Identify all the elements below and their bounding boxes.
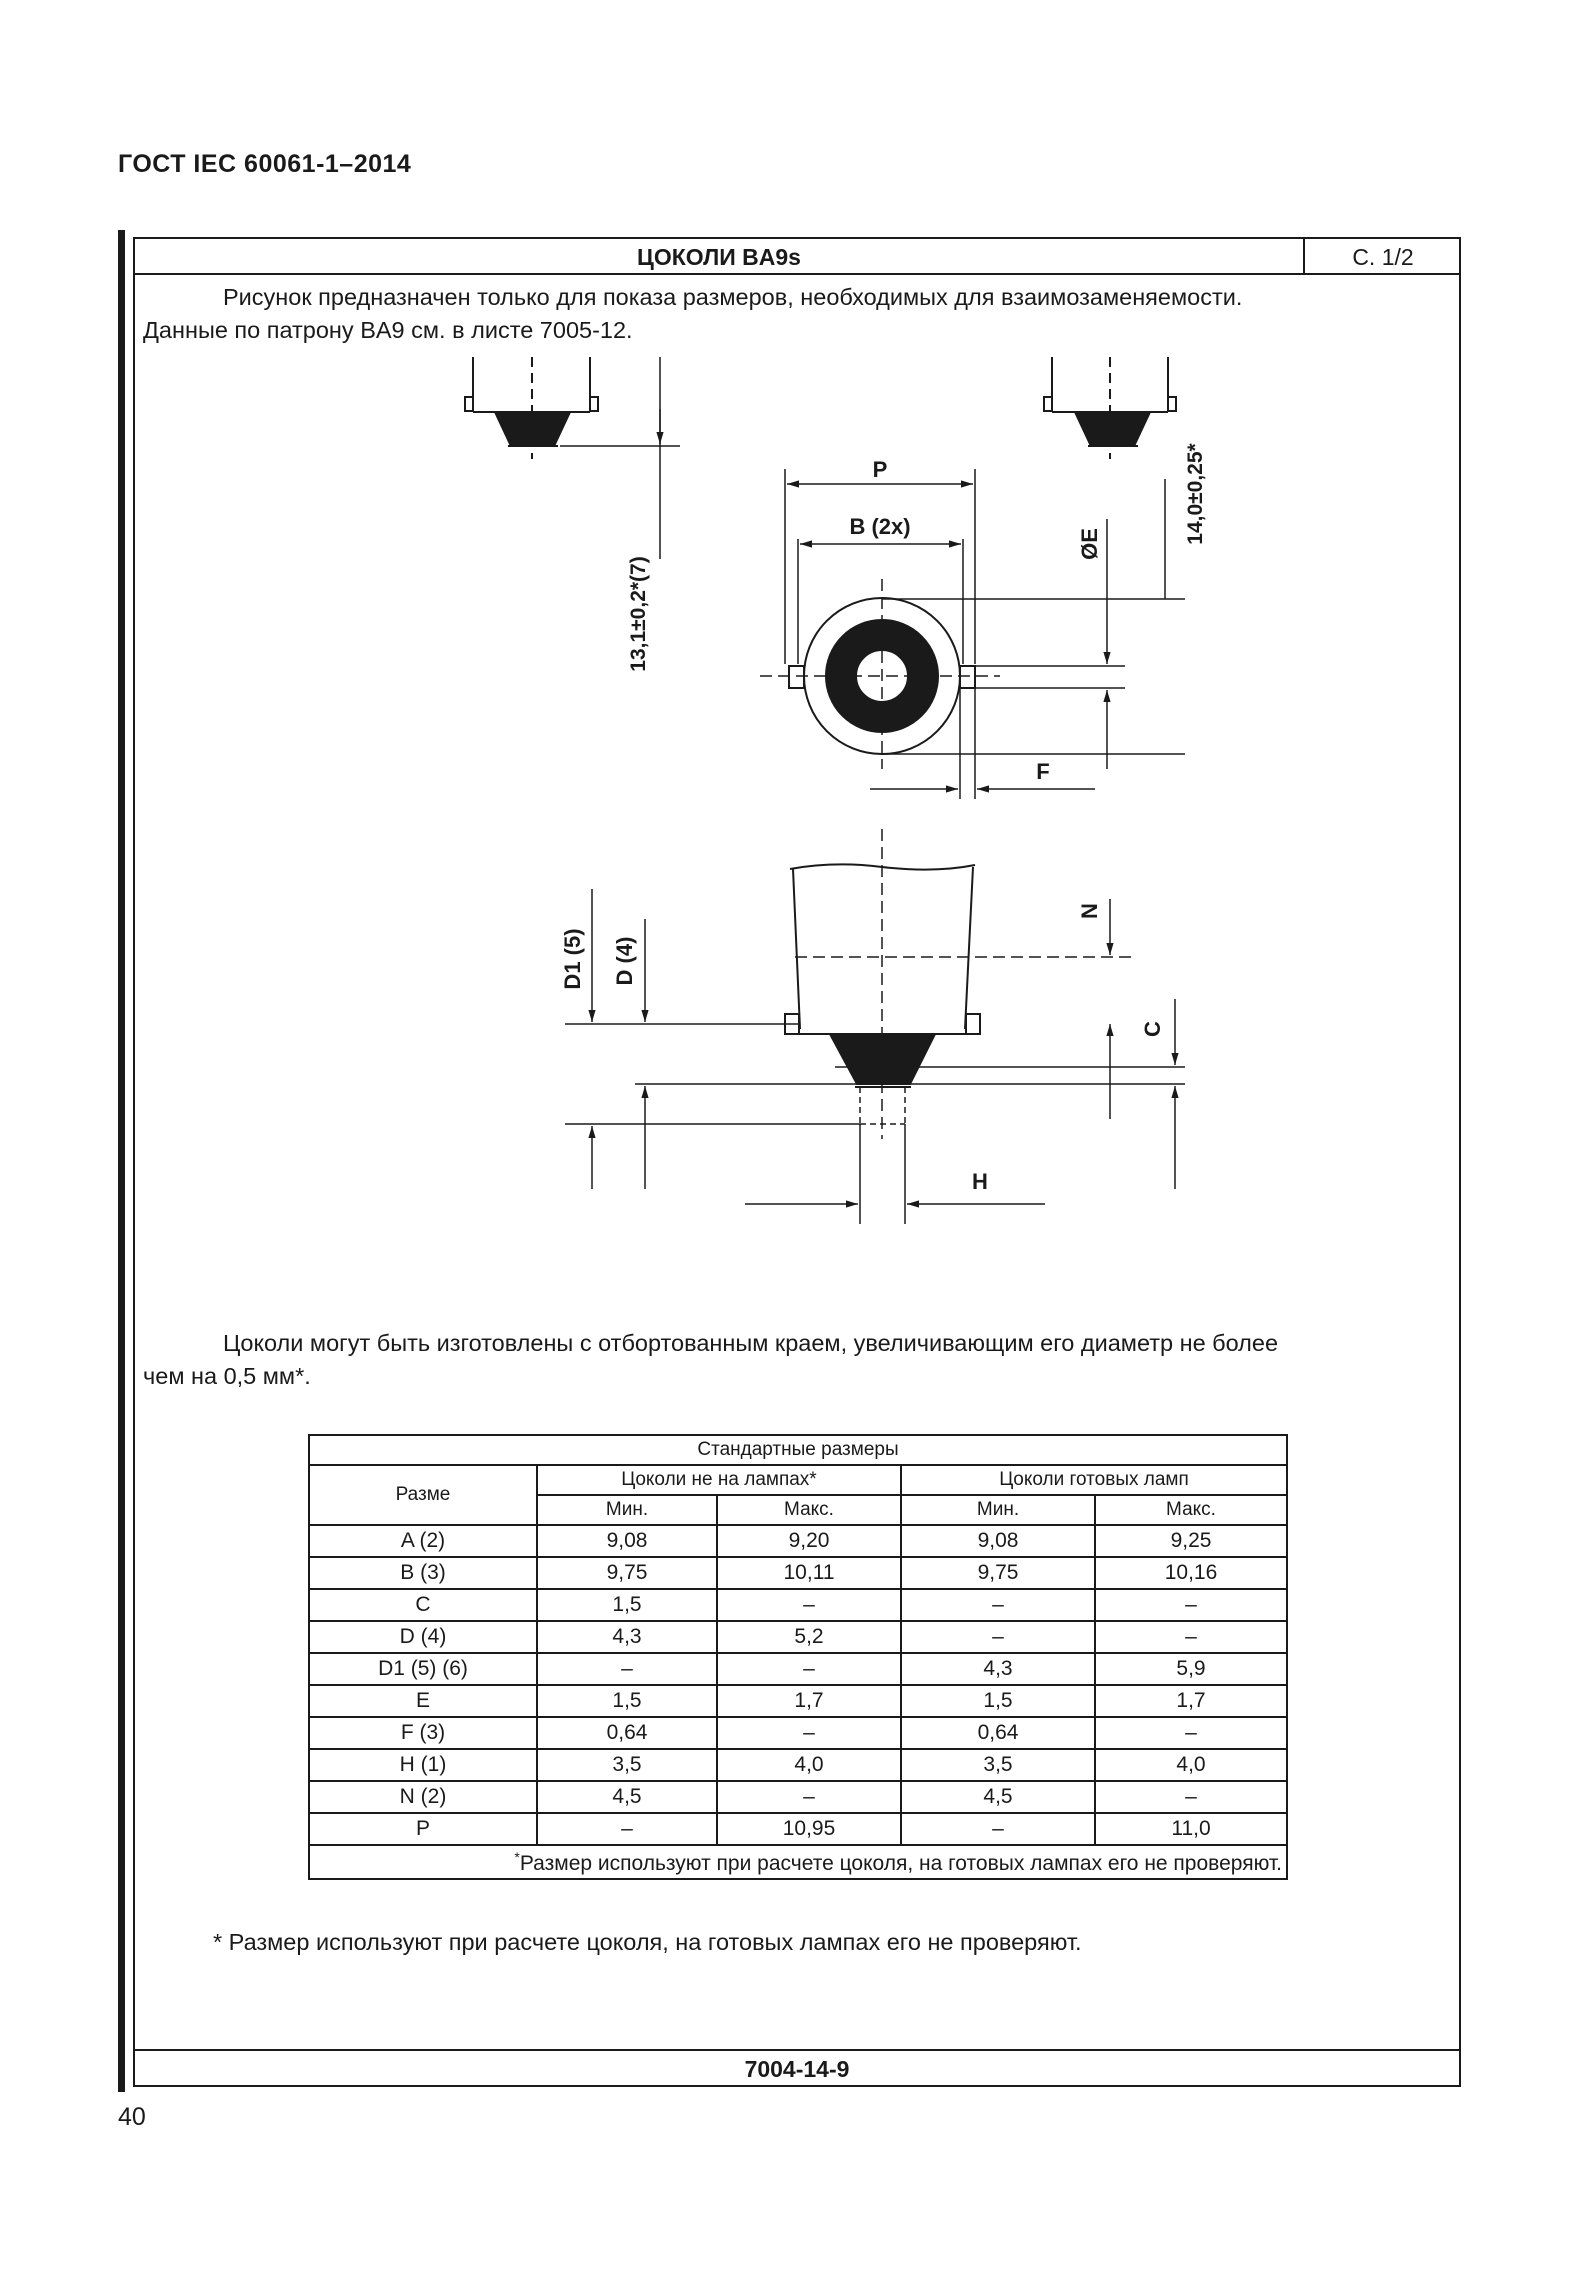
min-header-1: Мин.	[537, 1495, 717, 1525]
table-cell-value: 4,0	[1095, 1749, 1287, 1781]
table-row	[309, 1685, 1287, 1717]
table-cell-value: 1,7	[1095, 1685, 1287, 1717]
table-cell-value: 1,5	[901, 1685, 1095, 1717]
dimensions-table	[308, 1434, 1288, 1880]
label-D: D (4)	[612, 936, 637, 986]
table-cell-value: –	[901, 1621, 1095, 1653]
table-cell-dim: B (3)	[309, 1557, 537, 1589]
table-cell-value: 11,0	[1095, 1813, 1287, 1845]
table-cell-value: 4,3	[901, 1653, 1095, 1685]
table-cell-dim: P	[309, 1813, 537, 1845]
table-cell-dim: E	[309, 1685, 537, 1717]
note-line-2: чем на 0,5 мм*.	[143, 1363, 311, 1389]
max-header-2: Макс.	[1095, 1495, 1287, 1525]
table-cell-value: 10,16	[1095, 1557, 1287, 1589]
table-caption: Стандартные размеры	[309, 1435, 1287, 1465]
dim-top-right-label: 14,0±0,25*	[1184, 443, 1207, 545]
table-cell-dim: D (4)	[309, 1621, 537, 1653]
dim-top-left-label: 13,1±0,2*(7)	[627, 556, 650, 672]
label-C: C	[1140, 1021, 1165, 1037]
table-row	[309, 1749, 1287, 1781]
table-cell-value: 1,5	[537, 1589, 717, 1621]
table-cell-value: 0,64	[537, 1717, 717, 1749]
sheet-code: 7004-14-9	[135, 2049, 1459, 2085]
technical-drawing	[135, 239, 1461, 1319]
table-row	[309, 1653, 1287, 1685]
table-cell-value: –	[717, 1717, 901, 1749]
note-text	[143, 1327, 1455, 1393]
sheet-frame	[133, 237, 1461, 2087]
label-E: ØE	[1077, 528, 1102, 560]
table-footer-text: Размер используют при расчете цоколя, на готовых лампах его не проверяют.	[519, 1851, 1282, 1875]
label-H: H	[972, 1169, 988, 1194]
note-line-1: Цоколи могут быть изготовлены с отбортованным краем, увеличивающим его диаметр не более	[223, 1330, 1279, 1356]
table-cell-value: 9,25	[1095, 1525, 1287, 1557]
table-footer-star: *	[514, 1848, 520, 1865]
side-view	[565, 829, 1185, 1224]
table-cell-value: 4,5	[901, 1781, 1095, 1813]
table-cell-value: 9,20	[717, 1525, 901, 1557]
table-cell-value: –	[717, 1653, 901, 1685]
label-P: P	[872, 457, 888, 482]
intro-line-1: Рисунок предназначен только для показа размеров, необходимых для взаимозаменяемости.	[223, 284, 1243, 310]
table-footer	[309, 1845, 1287, 1879]
table-cell-value: –	[537, 1813, 717, 1845]
table-cell-value: 1,5	[537, 1685, 717, 1717]
top-left-side-view	[465, 357, 680, 559]
table-row	[309, 1781, 1287, 1813]
label-F: F	[1036, 759, 1050, 784]
table-cell-value: 9,75	[537, 1557, 717, 1589]
table-cell-value: 9,08	[537, 1525, 717, 1557]
table-cell-value: 4,3	[537, 1621, 717, 1653]
left-margin-bar	[118, 230, 125, 2092]
table-cell-value: –	[1095, 1621, 1287, 1653]
sheet-page-ref: С. 1/2	[1352, 244, 1414, 270]
table-cell-dim: D1 (5) (6)	[309, 1653, 537, 1685]
table-row	[309, 1557, 1287, 1589]
table-cell-value: 10,11	[717, 1557, 901, 1589]
top-right-side-view	[1044, 357, 1176, 459]
label-N: N	[1077, 903, 1102, 919]
table-cell-value: 10,95	[717, 1813, 901, 1845]
table-row	[309, 1589, 1287, 1621]
plan-view	[760, 469, 1185, 799]
table-cell-value: –	[1095, 1717, 1287, 1749]
table-cell-value: –	[901, 1589, 1095, 1621]
table-cell-value: 4,0	[717, 1749, 901, 1781]
table-cell-dim: C	[309, 1589, 537, 1621]
table-cell-value: 3,5	[537, 1749, 717, 1781]
table-row	[309, 1717, 1287, 1749]
table-cell-value: –	[1095, 1589, 1287, 1621]
label-D1: D1 (5)	[560, 928, 585, 990]
label-B: B (2x)	[849, 514, 911, 539]
max-header-1: Макс.	[717, 1495, 901, 1525]
document-header: ГОСТ IEC 60061-1–2014	[118, 150, 412, 178]
table-cell-value: 1,7	[717, 1685, 901, 1717]
table-cell-dim: F (3)	[309, 1717, 537, 1749]
sheet-title: ЦОКОЛИ BA9s	[135, 239, 1305, 273]
col-dim-header: Разме	[309, 1465, 537, 1525]
table-row	[309, 1621, 1287, 1653]
group1-header: Цоколи не на лампах*	[537, 1465, 901, 1495]
table-cell-dim: A (2)	[309, 1525, 537, 1557]
group2-header: Цоколи готовых ламп	[901, 1465, 1287, 1495]
table-cell-value: –	[717, 1781, 901, 1813]
table-cell-value: –	[901, 1813, 1095, 1845]
table-row	[309, 1525, 1287, 1557]
table-cell-value: 0,64	[901, 1717, 1095, 1749]
table-cell-value: 3,5	[901, 1749, 1095, 1781]
table-cell-value: 5,9	[1095, 1653, 1287, 1685]
min-header-2: Мин.	[901, 1495, 1095, 1525]
table-cell-dim: H (1)	[309, 1749, 537, 1781]
page-number: 40	[118, 2103, 146, 2131]
table-cell-value: –	[1095, 1781, 1287, 1813]
table-cell-value: –	[537, 1653, 717, 1685]
table-row	[309, 1813, 1287, 1845]
table-cell-dim: N (2)	[309, 1781, 537, 1813]
table-cell-value: –	[717, 1589, 901, 1621]
table-cell-value: 4,5	[537, 1781, 717, 1813]
table-body	[309, 1525, 1287, 1845]
table-cell-value: 5,2	[717, 1621, 901, 1653]
intro-line-2: Данные по патрону BA9 см. в листе 7005-12.	[143, 317, 633, 343]
footnote: * Размер используют при расчете цоколя, на готовых лампах его не проверяют.	[213, 1929, 1082, 1955]
table-cell-value: 9,08	[901, 1525, 1095, 1557]
table-cell-value: 9,75	[901, 1557, 1095, 1589]
